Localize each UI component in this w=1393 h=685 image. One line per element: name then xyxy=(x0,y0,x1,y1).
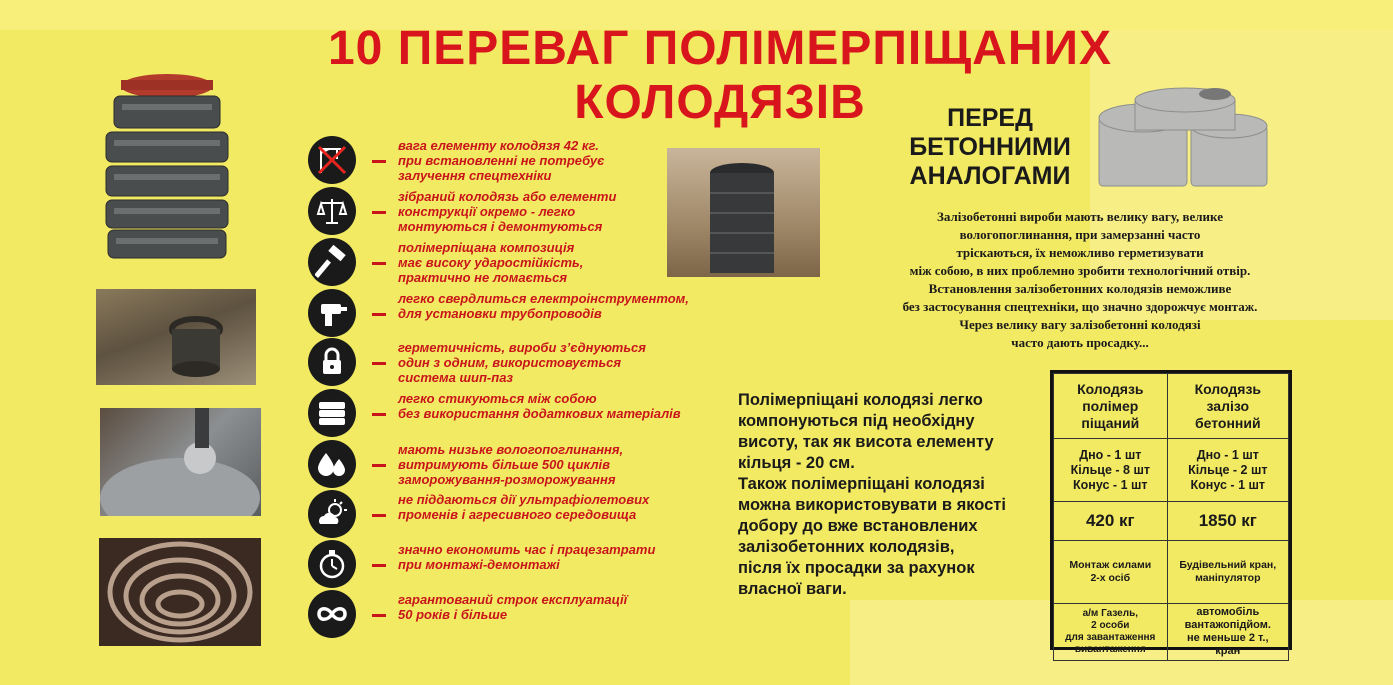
advantage-text: вага елементу колодязя 42 кг. при встановленні не потребує залучення спецтехніки xyxy=(398,138,605,183)
advantage-text: не піддаються дії ультрафіолетових променів і агресивного середовища xyxy=(398,492,650,522)
well-inside-photo xyxy=(99,538,261,646)
advantage-item-9 xyxy=(308,540,728,588)
advantage-text: легко свердлиться електроінструментом, для установки трубопроводів xyxy=(398,291,689,321)
advantage-item-3 xyxy=(308,238,728,286)
advantage-text: мають низьке вологопоглинання, витримують більше 500 циклів заморожування-розморожування xyxy=(398,442,624,487)
bullet-dash xyxy=(372,262,386,265)
stopwatch-icon xyxy=(308,540,356,588)
comparison-heading: ПЕРЕД БЕТОННИМИ АНАЛОГАМИ xyxy=(909,104,1071,190)
comparison-table xyxy=(1050,370,1292,657)
col1-weight: 420 кг xyxy=(1054,502,1168,541)
table-row xyxy=(1054,439,1289,502)
table-row xyxy=(1054,374,1289,439)
concrete-description: Залізобетонні вироби мають велику вагу, велике вологопоглинання, при замерзанні часто тріскаються, їх неможливо герметизувати між собою, в них проблемно зробити технологічний отвір. Встановлення залізобетонних колодязів неможливе без застосування спецтехніки, що значно здорожчує монтаж. Через велику вагу залізобетонні колодязі часто дають просадку... xyxy=(902,209,1258,350)
stacked-rings-icon xyxy=(308,389,356,437)
hammer-icon xyxy=(308,238,356,286)
advantage-item-4 xyxy=(308,289,728,337)
title-line-1: 10 ПЕРЕВАГ ПОЛІМЕРПІЩАНИХ xyxy=(327,22,1113,75)
advantage-text: полімерпіщана композиція має високу ударостійкість, практично не ломається xyxy=(398,240,584,285)
advantage-item-2 xyxy=(308,187,728,235)
col2-header: Колодязь залізо бетонний xyxy=(1167,374,1288,439)
col2-parts: Дно - 1 шт Кільце - 2 шт Конус - 1 шт xyxy=(1167,439,1288,502)
bullet-dash xyxy=(372,313,386,316)
advantage-item-5 xyxy=(308,338,728,386)
advantage-item-10 xyxy=(308,590,728,638)
advantage-item-8 xyxy=(308,490,728,538)
advantage-text: герметичність, вироби з’єднуються один з одним, використовується система шип-паз xyxy=(398,340,646,385)
concrete-rings-image xyxy=(1095,86,1273,192)
col1-transport: а/м Газель, 2 особи для завантаження вивантаження xyxy=(1054,604,1168,661)
sun-cloud-icon xyxy=(308,490,356,538)
advantage-item-7 xyxy=(308,440,728,488)
table-row xyxy=(1054,541,1289,604)
polymer-description: Полімерпіщані колодязі легко компонуються під необхідну висоту, так як висота елементу кільця - 20 см. Також полімерпіщані колодязі можна використовувати в якості добору до вже встановлених залізобетонних колодязів, після їх просадки за рахунок власної ваги. xyxy=(738,391,1006,598)
col1-header: Колодязь полімер піщаний xyxy=(1054,374,1168,439)
advantage-text: гарантований строк експлуатації 50 років і більше xyxy=(398,592,628,622)
lock-icon xyxy=(308,338,356,386)
col2-weight: 1850 кг xyxy=(1167,502,1288,541)
drilling-photo xyxy=(100,408,261,516)
install-photo-1 xyxy=(96,289,256,385)
bullet-dash xyxy=(372,413,386,416)
table-row xyxy=(1054,604,1289,661)
drill-icon xyxy=(308,289,356,337)
bullet-dash xyxy=(372,614,386,617)
water-drops-icon xyxy=(308,440,356,488)
table-row xyxy=(1054,502,1289,541)
bullet-dash xyxy=(372,211,386,214)
advantage-text: легко стикуються між собою без використання додаткових матеріалів xyxy=(398,391,681,421)
scales-icon xyxy=(308,187,356,235)
bullet-dash xyxy=(372,564,386,567)
title-line-2: КОЛОДЯЗІВ xyxy=(574,76,866,129)
col1-parts: Дно - 1 шт Кільце - 8 шт Конус - 1 шт xyxy=(1054,439,1168,502)
col2-mount: Будівельний кран, маніпулятор xyxy=(1167,541,1288,604)
col2-transport: автомобіль вантажопідйом. не меньше 2 т., кран xyxy=(1167,604,1288,661)
assembled-well-image xyxy=(92,66,242,266)
advantage-text: значно економить час і працезатрати при монтажі-демонтажі xyxy=(398,542,656,572)
bullet-dash xyxy=(372,160,386,163)
no-crane-icon xyxy=(308,136,356,184)
bullet-dash xyxy=(372,362,386,365)
bullet-dash xyxy=(372,514,386,517)
advantage-item-1 xyxy=(308,136,728,184)
advantage-text: зібраний колодязь або елементи конструкції окремо - легко монтуються і демонтуються xyxy=(398,189,617,234)
col1-mount: Монтаж силами 2-х осіб xyxy=(1054,541,1168,604)
advantage-item-6 xyxy=(308,389,728,437)
infinity-icon xyxy=(308,590,356,638)
bullet-dash xyxy=(372,464,386,467)
